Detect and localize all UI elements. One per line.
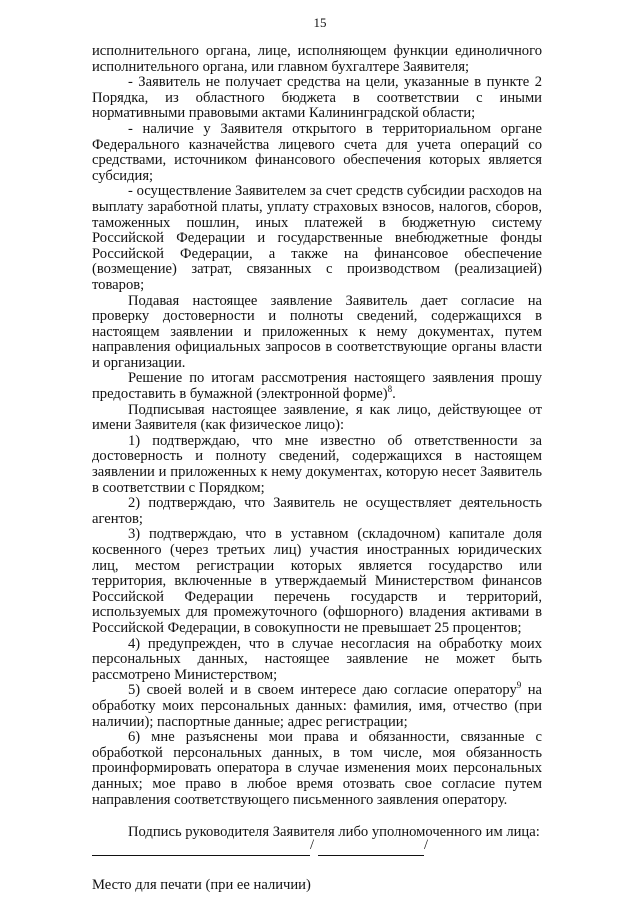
name-line [318,855,424,856]
signature-line [92,855,310,856]
list-item: 2) подтверждаю, что Заявитель не осуществляет деятельность агентов; [92,495,542,527]
list-item: 3) подтверждаю, что в уставном (складочном) капитале доля косвенного (через третьих лиц) участия иностранных юридических лиц, местом регистрации которых является государство или территория, включенные в утверждаемый Министерством финансов Российской Федерации перечень государств и территорий, используемых для промежуточного (офшорного) владения активами в Российской Федерации, в совокупности не превышает 25 процентов; [92,526,542,636]
stamp-label: Место для печати (при ее наличии) [92,876,311,893]
item5-text-rest: на обработку моих персональных данных: фамилия, имя, отчество (при наличии); паспортные данные; адрес регистрации; [92,682,542,730]
signature-field [92,836,542,861]
document-body [92,44,542,893]
decision-end: . [392,386,396,403]
paragraph: Подавая настоящее заявление Заявитель дает согласие на проверку достоверности и полноты сведений, содержащихся в настоящем заявлении и приложенных к нему документах, путем направления официальных запросов в соответствующие органы власти и организации. [92,292,542,371]
item5-text: 5) своей волей и в своем интересе даю согласие оператору [128,682,517,699]
decision-text: Решение по итогам рассмотрения настоящего заявления прошу предоставить в бумажной (электронной форме) [92,370,542,403]
list-item: 1) подтверждаю, что мне известно об ответственности за достоверность и полноту сведений, содержащихся в настоящем заявлении и приложенных к нему документах, которую несет Заявитель в соответствии с Порядком; [92,432,542,496]
paragraph: исполнительного органа, лице, исполняющем функции единоличного исполнительного органа, или главном бухгалтере Заявителя; [92,43,542,75]
signature-separator: / [310,836,315,853]
paragraph: - наличие у Заявителя открытого в территориальном органе Федерального казначейства лицевого счета для учета операций со средствами, источником финансового обеспечения которых является субсидия; [92,120,542,184]
list-item: 6) мне разъяснены мои права и обязанности, связанные с обработкой персональных данных, в том числе, моя обязанность проинформировать оператора в случае изменения моих персональных данных; мое право в любое время отозвать свое согласие путем направления соответствующего письменного заявления оператору. [92,729,542,808]
list-item [92,680,542,730]
signing-intro: Подписывая настоящее заявление, я как лицо, действующее от имени Заявителя (как физическое лицо): [92,401,542,434]
signature-separator: / [424,836,429,853]
list-item: 4) предупрежден, что в случае несогласия на обработку моих персональных данных, настоящее заявление не может быть рассмотрено Министерством; [92,635,542,683]
footnote-marker: 8 [387,384,393,395]
paragraph: - осуществление Заявителем за счет средств субсидии расходов на выплату заработной платы, уплату страховых взносов, налогов, сборов, таможенных пошлин, иных платежей в бюджетную систему Российской Федерации и государственные внебюджетные фонды Российской Федерации, а также на финансовое обеспечение (возмещение) затрат, связанных с производством (реализацией) товаров; [92,183,542,293]
footnote-marker: 9 [516,680,522,691]
signature-label: Подпись руководителя Заявителя либо уполномоченного им лица: [128,824,540,841]
paragraph: - Заявитель не получает средства на цели, указанные в пункте 2 Порядка, из областного бюджета в соответствии с иными нормативными правовыми актами Калининградской области; [92,74,542,122]
decision-paragraph [92,371,542,402]
page-number: 15 [313,15,327,30]
